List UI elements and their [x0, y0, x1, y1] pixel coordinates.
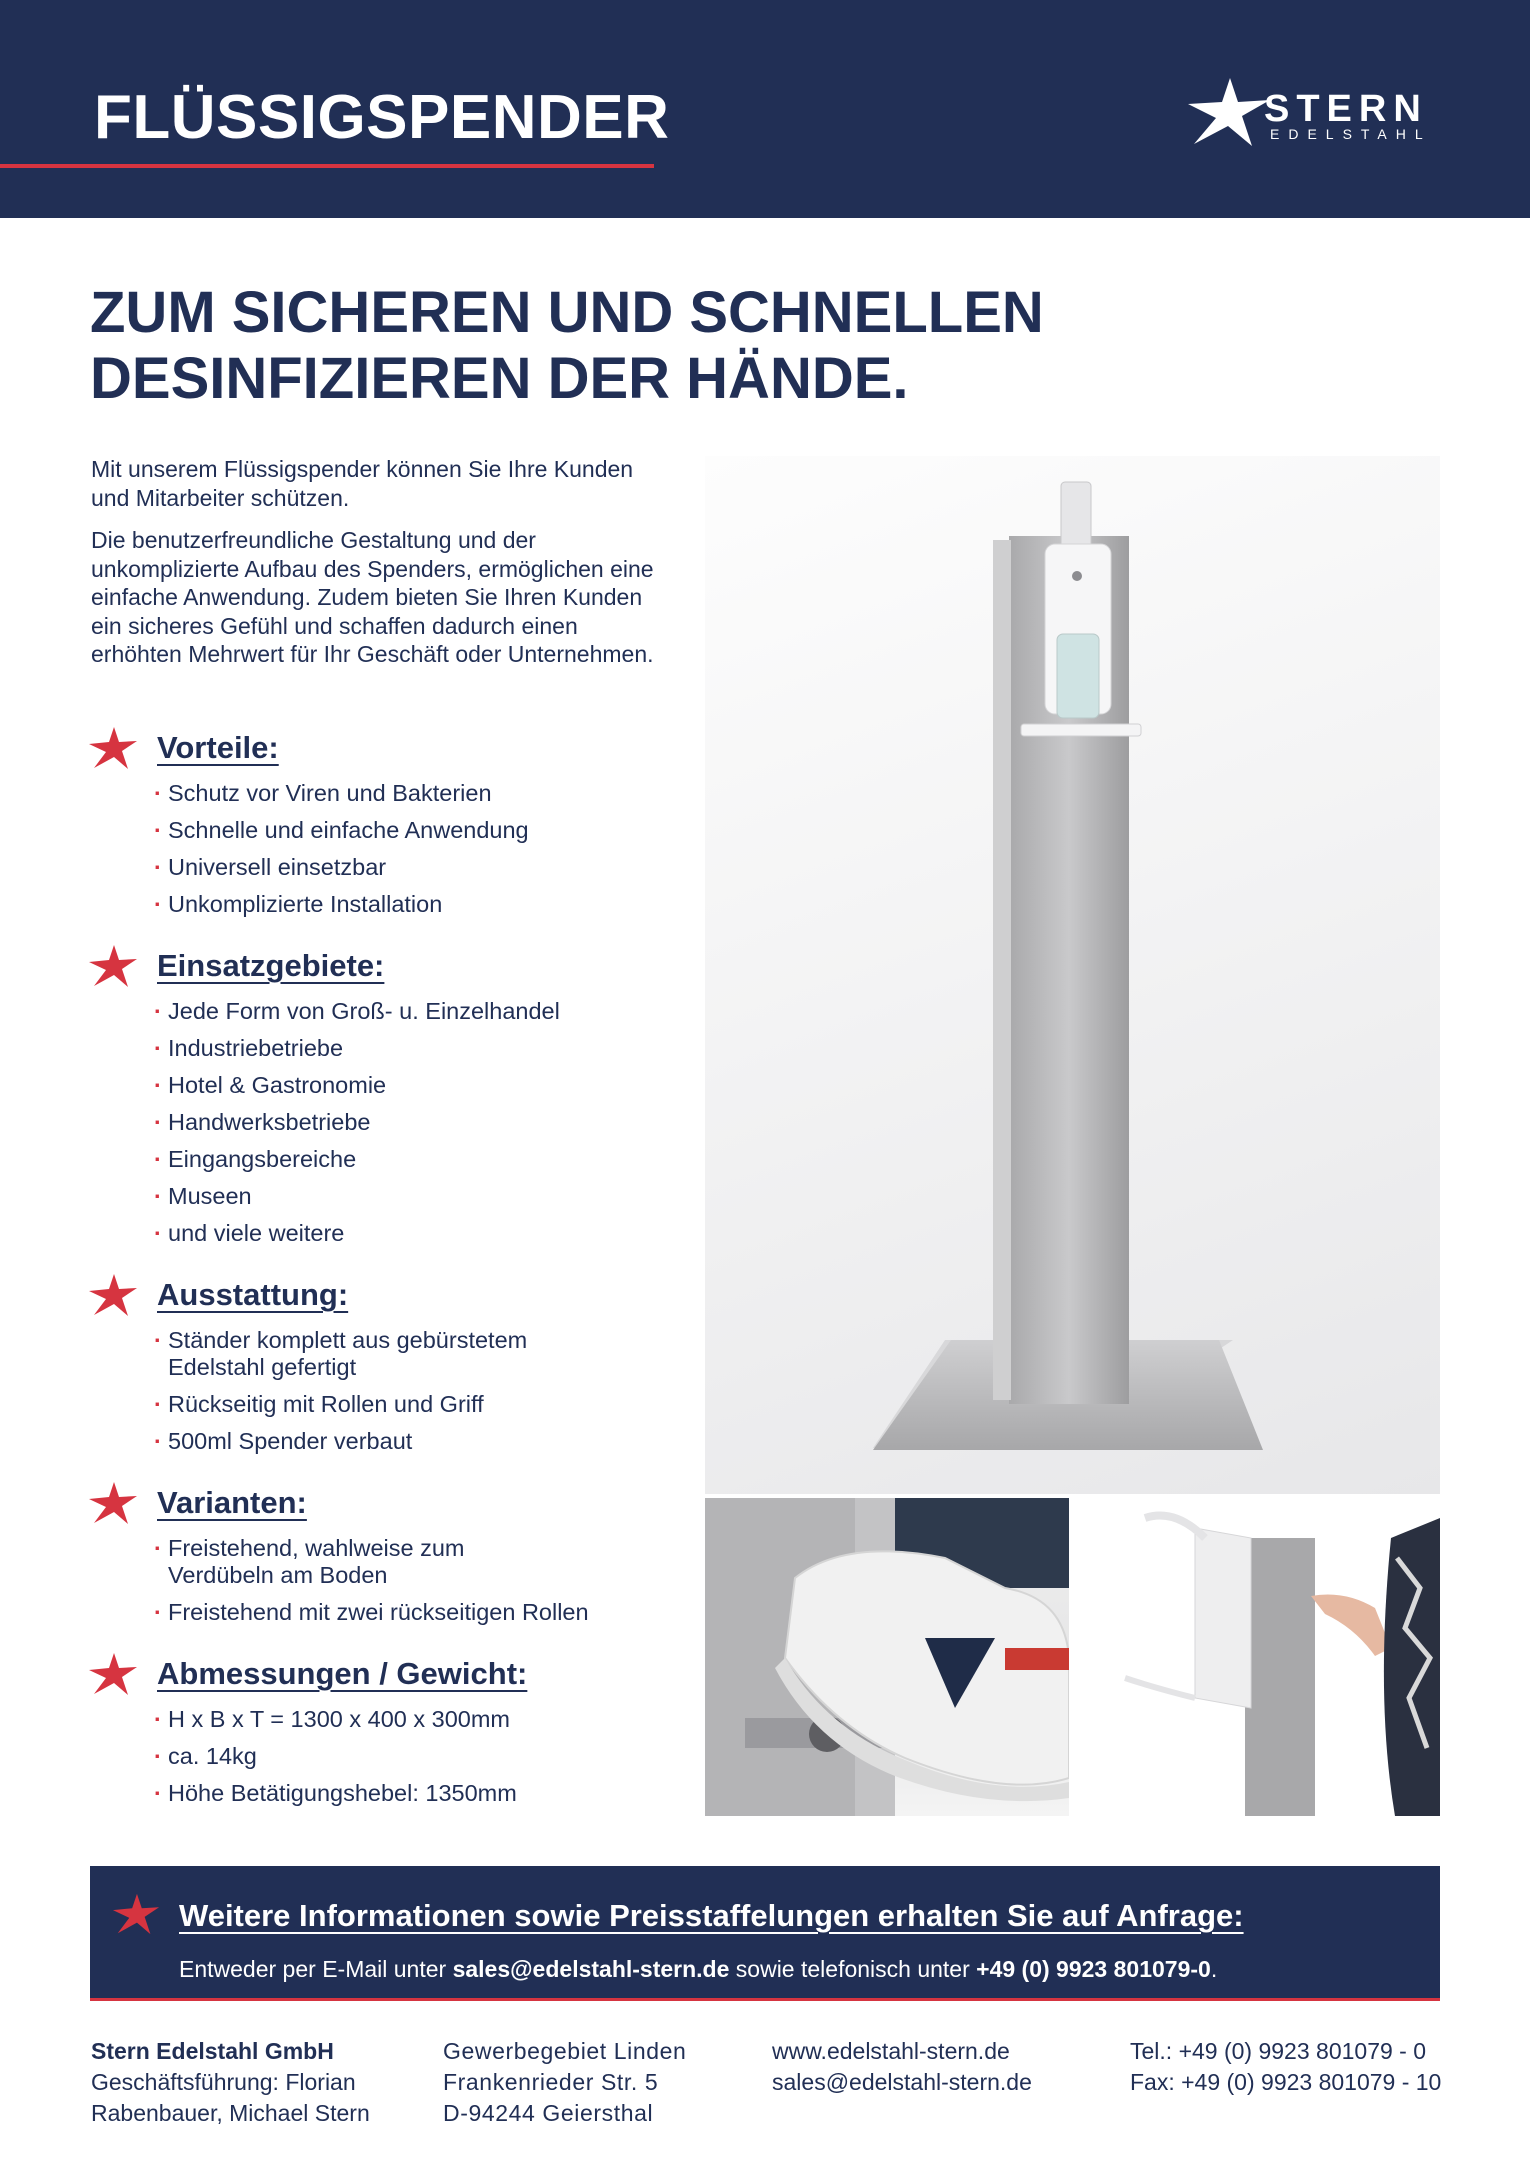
list-item: · Museen [154, 1183, 688, 1210]
list-item: · Rückseitig mit Rollen und Griff [154, 1391, 688, 1418]
section-title: Vorteile: [157, 730, 279, 765]
item-list [154, 780, 688, 918]
footer-city: D-94244 Geiersthal [443, 2100, 654, 2126]
footer-company-name: Stern Edelstahl GmbH [91, 2038, 334, 2064]
star-logo-icon [1186, 76, 1272, 148]
product-photo-hand-dispenser [1075, 1498, 1440, 1816]
section-title: Ausstattung: [157, 1277, 349, 1312]
item-list [154, 1706, 688, 1807]
list-item: · Jede Form von Groß- u. Einzelhandel [154, 998, 688, 1025]
footer-email-link[interactable]: sales@edelstahl-stern.de [772, 2069, 1032, 2095]
list-item: · Höhe Betätigungshebel: 1350mm [154, 1780, 688, 1807]
footer-management: Geschäftsführung: Florian [91, 2069, 356, 2095]
footer-web [772, 2036, 1072, 2098]
page-title: FLÜSSIGSPENDER [94, 83, 670, 152]
stern-logo [1188, 74, 1448, 150]
footer-website-link[interactable]: www.edelstahl-stern.de [772, 2038, 1010, 2064]
headline [90, 280, 1290, 412]
section-einsatzgebiete [88, 940, 688, 1247]
list-item: · H x B x T = 1300 x 400 x 300mm [154, 1706, 688, 1733]
section-varianten [88, 1477, 688, 1626]
section-title: Varianten: [157, 1485, 307, 1520]
list-item: · Unkomplizierte Installation [154, 891, 688, 918]
header-underline [0, 164, 654, 168]
list-item: · 500ml Spender verbaut [154, 1428, 688, 1455]
info-text-post: . [1210, 1956, 1218, 1982]
section-vorteile [88, 722, 688, 918]
list-item: · und viele weitere [154, 1220, 688, 1247]
section-title: Einsatzgebiete: [157, 948, 385, 983]
list-item: · Hotel & Gastronomie [154, 1072, 688, 1099]
list-item: · Freistehend mit zwei rückseitigen Rollen [154, 1599, 688, 1626]
intro-text [91, 455, 661, 683]
red-star-icon [112, 1892, 160, 1936]
red-star-icon [88, 1273, 138, 1317]
footer-street: Frankenrieder Str. 5 [443, 2069, 659, 2095]
red-star-icon [88, 1652, 138, 1696]
footer-street-area: Gewerbegebiet Linden [443, 2038, 687, 2064]
footer-tel: Tel.: +49 (0) 9923 801079 - 0 [1130, 2038, 1427, 2064]
list-item: · Schnelle und einfache Anwendung [154, 817, 688, 844]
list-item: · Industriebetriebe [154, 1035, 688, 1062]
footer-phone [1130, 2036, 1450, 2098]
headline-line-1: ZUM SICHEREN UND SCHNELLEN [90, 280, 1044, 345]
list-item: · Universell einsetzbar [154, 854, 688, 881]
intro-paragraph-2: Die benutzerfreundliche Gestaltung und der unkomplizierte Aufbau des Spenders, ermöglichen eine einfache Anwendung. Zudem bieten Sie Ihren Kunden ein sicheres Gefühl und schaffen dadurch einen erhöhten Mehrwert für Ihr Geschäft oder Unternehmen. [91, 527, 654, 667]
hand-dispenser-illustration [1075, 1498, 1440, 1816]
list-item: · Freistehend, wahlweise zum Verdübeln am Boden [154, 1535, 494, 1589]
footer-fax: Fax: +49 (0) 9923 801079 - 10 [1130, 2069, 1442, 2095]
product-photo-foot-pedal [705, 1498, 1069, 1816]
section-abmessungen [88, 1648, 688, 1807]
item-list [154, 1327, 688, 1455]
list-item: · ca. 14kg [154, 1743, 688, 1770]
info-phone[interactable]: +49 (0) 9923 801079-0 [976, 1956, 1211, 1982]
product-photo-main [705, 456, 1440, 1494]
info-text-mid: sowie telefonisch unter [729, 1956, 977, 1982]
info-text-pre: Entweder per E-Mail unter [179, 1956, 453, 1982]
red-star-icon [88, 1481, 138, 1525]
footer-company [91, 2036, 391, 2129]
footer-address [443, 2036, 743, 2129]
info-banner [90, 1866, 1440, 1998]
section-ausstattung [88, 1269, 688, 1455]
footer-managers: Rabenbauer, Michael Stern [91, 2100, 370, 2126]
list-item: · Handwerksbetriebe [154, 1109, 688, 1136]
dispenser-stand-illustration [705, 456, 1440, 1494]
info-contact-text [179, 1956, 1217, 1983]
info-title: Weitere Informationen sowie Preisstaffelungen erhalten Sie auf Anfrage: [179, 1898, 1244, 1933]
feature-sections [88, 722, 688, 1829]
logo-wordmark: STERN [1264, 88, 1428, 130]
logo-subtitle: EDELSTAHL [1270, 126, 1432, 142]
item-list [154, 1535, 688, 1626]
info-email-link[interactable]: sales@edelstahl-stern.de [452, 1956, 730, 1982]
red-star-icon [88, 726, 138, 770]
info-divider [90, 1998, 1440, 2001]
item-list [154, 998, 688, 1247]
intro-paragraph-1: Mit unserem Flüssigspender können Sie Ihre Kunden und Mitarbeiter schützen. [91, 456, 634, 511]
foot-pedal-illustration [705, 1498, 1069, 1816]
list-item: · Ständer komplett aus gebürstetem Edelstahl gefertigt [154, 1327, 574, 1381]
list-item: · Schutz vor Viren und Bakterien [154, 780, 688, 807]
section-title: Abmessungen / Gewicht: [157, 1656, 528, 1691]
headline-line-2: DESINFIZIEREN DER HÄNDE. [90, 346, 909, 411]
list-item: · Eingangsbereiche [154, 1146, 688, 1173]
header-banner [0, 0, 1530, 218]
red-star-icon [88, 944, 138, 988]
